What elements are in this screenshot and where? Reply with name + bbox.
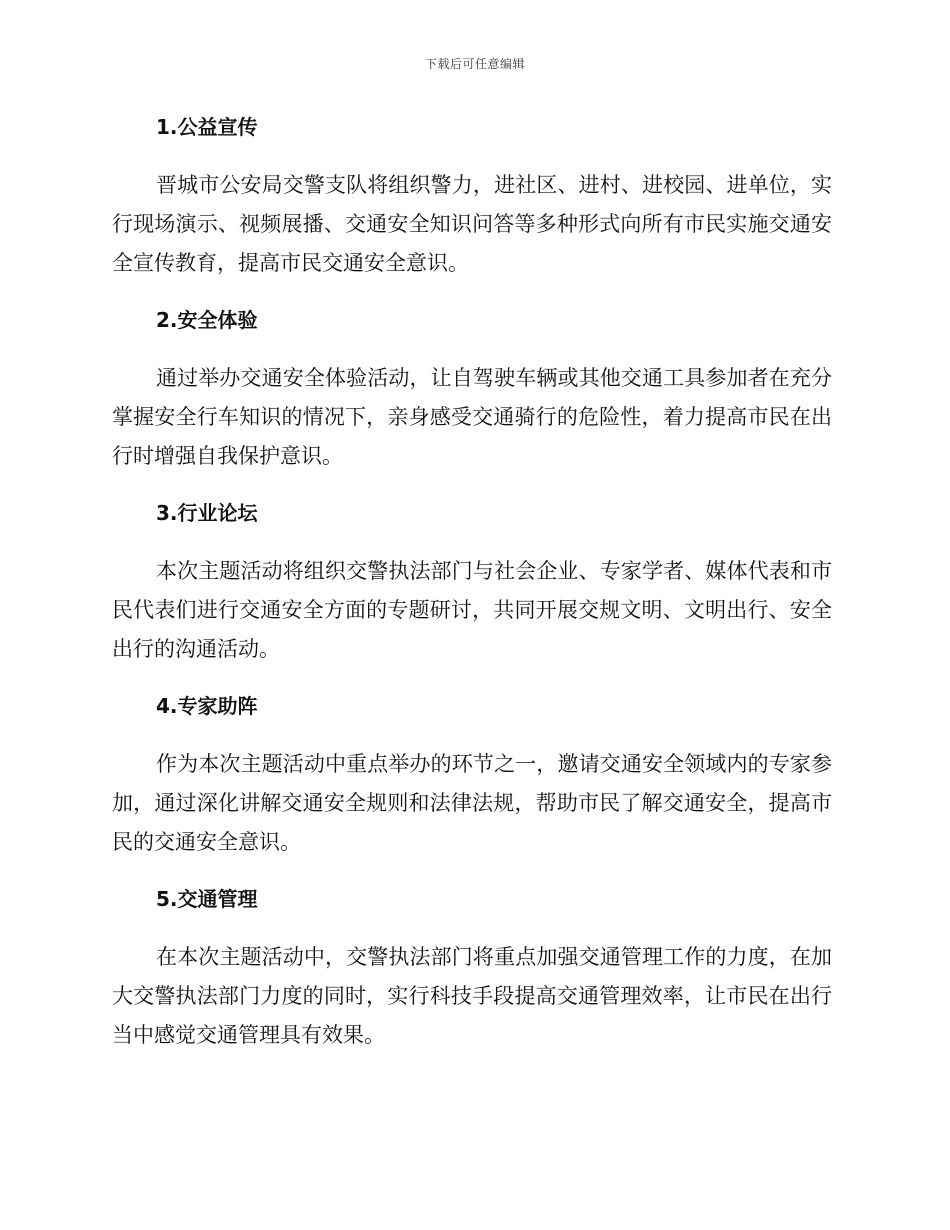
section-paragraph: 本次主题活动将组织交警执法部门与社会企业、专家学者、媒体代表和市民代表们进行交通安全方面的专题研讨，共同开展交规文明、文明出行、安全出行的沟通活动。 — [112, 559, 832, 661]
section-heading: 3.行业论坛 — [156, 501, 258, 525]
section-heading: 4.专家助阵 — [156, 694, 258, 718]
section-safety-experience — [112, 301, 832, 476]
section-industry-forum — [112, 494, 832, 669]
document-body — [112, 108, 832, 1073]
section-heading: 1.公益宣传 — [156, 115, 258, 139]
section-heading: 5.交通管理 — [156, 887, 258, 911]
section-public-welfare — [112, 108, 832, 283]
section-paragraph: 作为本次主题活动中重点举办的环节之一，邀请交通安全领域内的专家参加，通过深化讲解交通安全规则和法律法规，帮助市民了解交通安全，提高市民的交通安全意识。 — [112, 752, 832, 854]
section-paragraph: 晋城市公安局交警支队将组织警力，进社区、进村、进校园、进单位，实行现场演示、视频展播、交通安全知识问答等多种形式向所有市民实施交通安全宣传教育，提高市民交通安全意识。 — [112, 173, 832, 275]
section-traffic-management — [112, 880, 832, 1055]
section-heading: 2.安全体验 — [156, 308, 258, 332]
section-paragraph: 在本次主题活动中，交警执法部门将重点加强交通管理工作的力度，在加大交警执法部门力度的同时，实行科技手段提高交通管理效率，让市民在出行当中感觉交通管理具有效果。 — [112, 945, 832, 1047]
section-paragraph: 通过举办交通安全体验活动，让自驾驶车辆或其他交通工具参加者在充分掌握安全行车知识的情况下，亲身感受交通骑行的危险性，着力提高市民在出行时增强自我保护意识。 — [112, 366, 832, 468]
page-header: 下载后可任意编辑 — [424, 57, 525, 71]
section-expert-support — [112, 687, 832, 862]
